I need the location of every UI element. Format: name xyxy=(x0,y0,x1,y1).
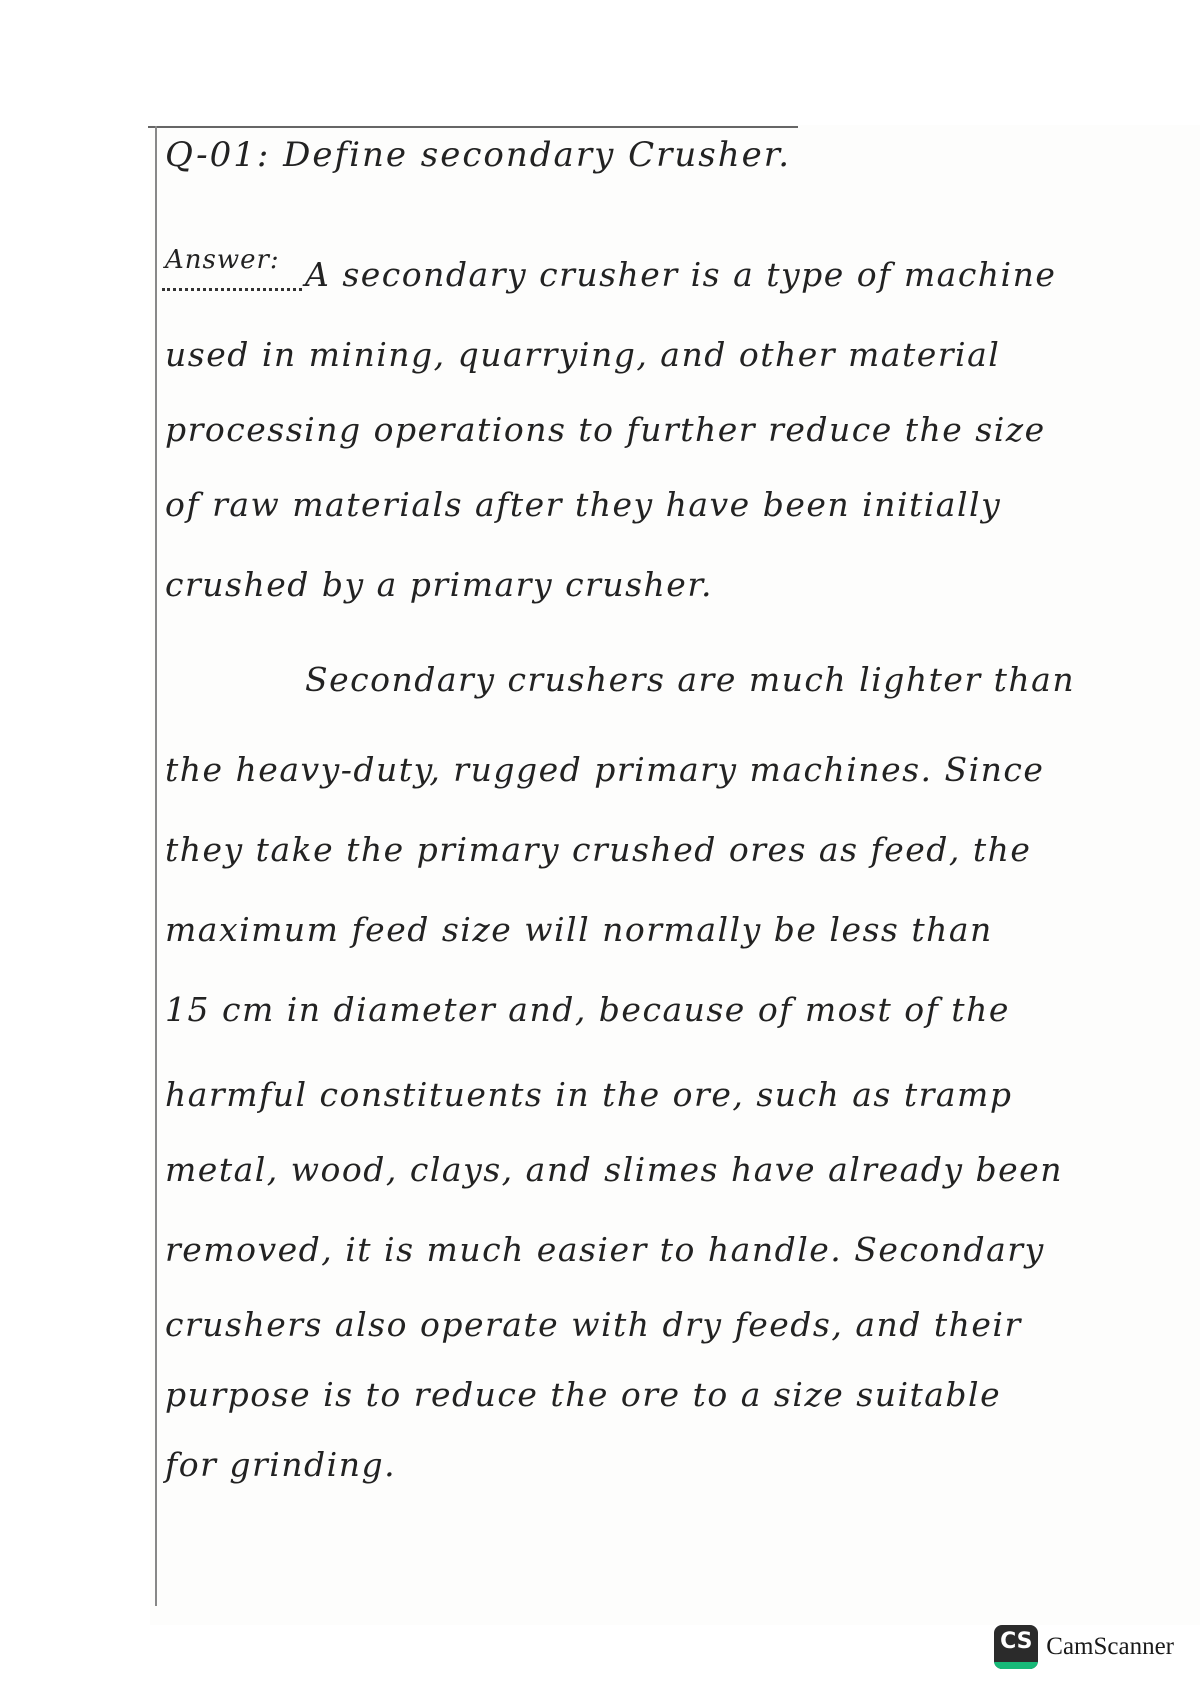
paragraph1-line-2: used in mining, quarrying, and other material xyxy=(165,335,1001,374)
paragraph2-line-1: Secondary crushers are much lighter than xyxy=(305,660,1076,699)
paragraph2-line-3: they take the primary crushed ores as feed, the xyxy=(165,830,1032,869)
paragraph2-line-8: removed, it is much easier to handle. Secondary xyxy=(165,1230,1045,1269)
paragraph1-line-1: A secondary crusher is a type of machine xyxy=(305,255,1057,294)
paragraph2-line-7: metal, wood, clays, and slimes have already been xyxy=(165,1150,1063,1189)
paragraph2-line-11: for grinding. xyxy=(165,1445,397,1484)
paragraph1-line-3: processing operations to further reduce the size xyxy=(165,410,1046,449)
answer-underline xyxy=(162,282,302,291)
paragraph2-line-2: the heavy-duty, rugged primary machines. Since xyxy=(165,750,1045,789)
top-margin-rule xyxy=(148,126,798,128)
left-margin-rule xyxy=(155,126,157,1606)
camscanner-logo-text: CS xyxy=(1000,1629,1033,1654)
paragraph2-line-4: maximum feed size will normally be less than xyxy=(165,910,993,949)
camscanner-app-name: CamScanner xyxy=(1046,1633,1174,1660)
camscanner-watermark xyxy=(994,1622,1174,1672)
answer-label: Answer: xyxy=(165,245,280,275)
paragraph1-line-4: of raw materials after they have been initially xyxy=(165,485,1002,524)
paragraph2-line-10: purpose is to reduce the ore to a size suitable xyxy=(165,1375,1002,1414)
question-heading: Q-01: Define secondary Crusher. xyxy=(165,135,792,175)
paragraph2-line-6: harmful constituents in the ore, such as tramp xyxy=(165,1075,1013,1114)
paragraph2-line-9: crushers also operate with dry feeds, and their xyxy=(165,1305,1022,1344)
logo-stripe xyxy=(994,1662,1038,1669)
paragraph2-line-5: 15 cm in diameter and, because of most of the xyxy=(165,990,1010,1029)
paragraph1-line-5: crushed by a primary crusher. xyxy=(165,565,713,604)
camscanner-logo-icon xyxy=(994,1625,1038,1669)
